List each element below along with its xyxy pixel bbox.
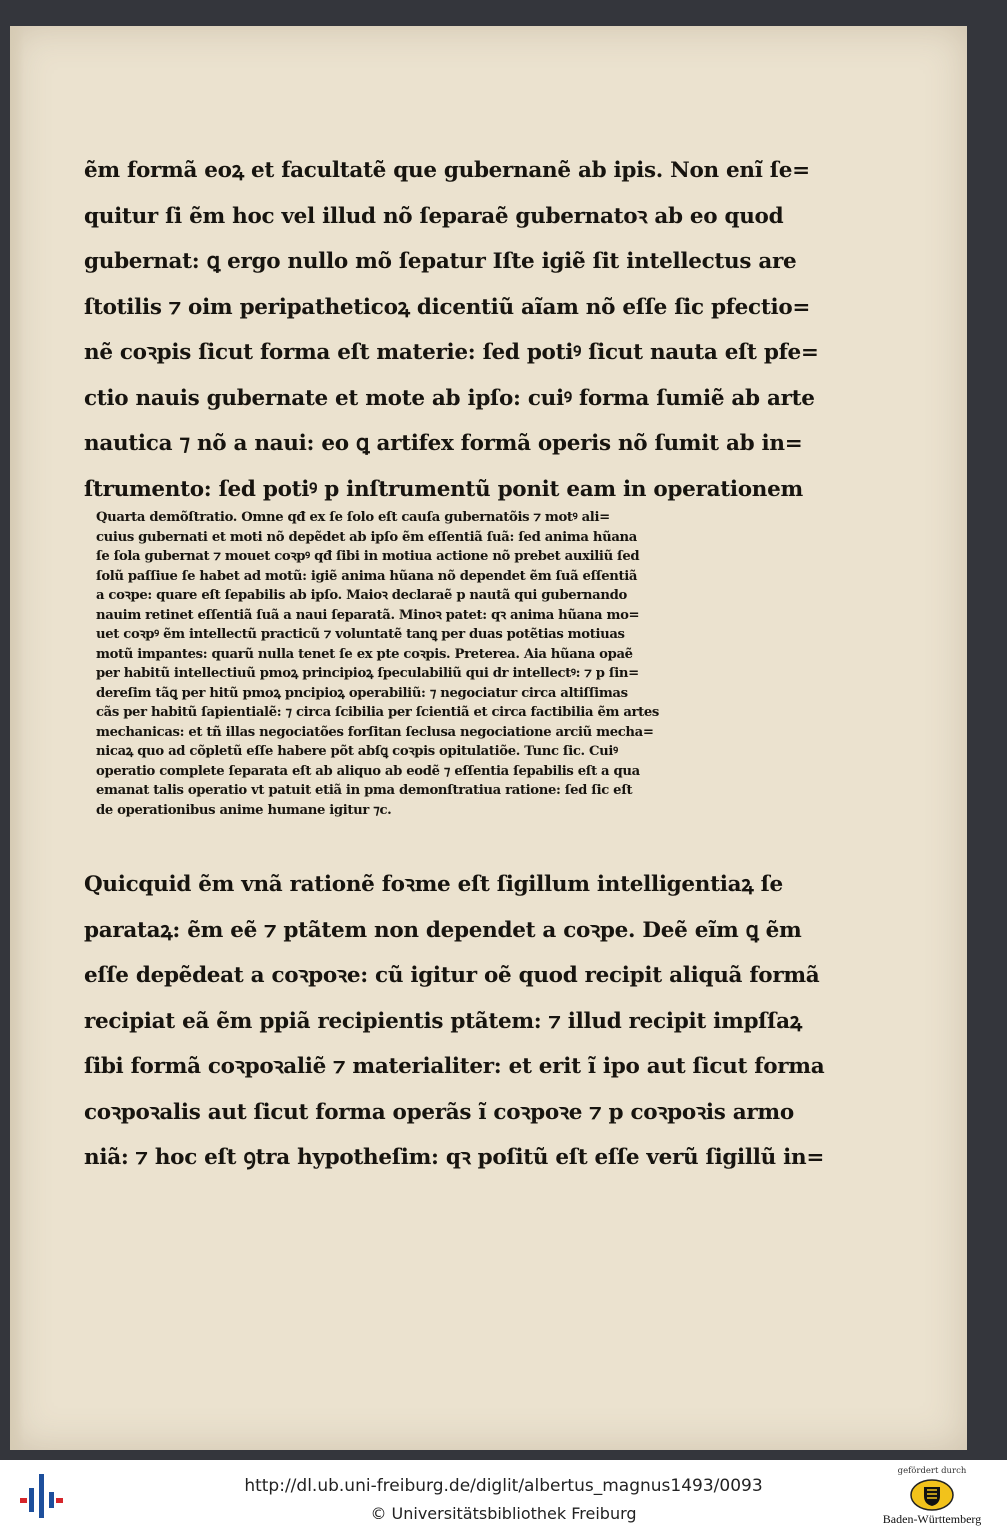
text-line: ſtrumento: ſed potiꝰ p inſtrumentũ ponit eam in operationem: [84, 476, 803, 502]
text-line: per habitũ intellectiuũ pmoꝝ principioꝝ ſpeculabiliũ qui dr intellectꝰ: ⁊ p ſin=: [96, 666, 639, 681]
text-line: emanat talis operatio vt patuit etiã in pma demonſtratiua ratione: ſed ſic eſt: [96, 783, 633, 798]
text-line: nauim retinet eſſentiã ſuã a naui ſeparatã. Minoꝛ patet: qꝛ anima hũana mo=: [96, 607, 640, 623]
text-line: parataꝝ: ẽm eẽ ⁊ ptãtem non dependet a coꝛpe. Deẽ eĩm ꝗ ẽm: [84, 917, 802, 943]
text-line: nẽ coꝛpis ſicut forma eſt materie: ſed potiꝰ ſicut nauta eſt pfe=: [84, 340, 819, 365]
text-line: nautica ⁊ nõ a naui: eo ꝗ artifex formã operis nõ ſumit ab in=: [84, 431, 803, 456]
text-line: eſſe depẽdeat a coꝛpoꝛe: cũ igitur oẽ quod recipit aliquã formã: [84, 963, 820, 988]
text-line: cuius gubernati et moti nõ depẽdet ab ipſo ẽm eſſentiã ſuã: ſed anima hũana: [96, 529, 637, 545]
text-line: ſtotilis ⁊ oim peripatheticoꝝ dicentiũ aĩam nõ eſſe ſic pfectio=: [84, 294, 811, 320]
page-permalink[interactable]: http://dl.ub.uni-freiburg.de/diglit/albertus_magnus1493/0093: [244, 1476, 763, 1496]
text-line: ſolũ paſſiue ſe habet ad motũ: igiẽ anima hũana nõ dependet ẽm ſuã eſſentiã: [96, 568, 638, 584]
text-line: a coꝛpe: quare eſt ſepabilis ab ipſo. Maioꝛ declaraẽ p nautã qui gubernando: [96, 588, 627, 603]
text-line: dereſim tãꝗ per hitũ pmoꝝ pncipioꝝ operabiliũ: ⁊ negociatur circa altiſſimas: [96, 685, 628, 701]
text-line: nicaꝝ quo ad cõpletũ eſſe habere põt abſꝗ coꝛpis opitulatiõe. Tunc ſic. Cuiꝰ: [96, 744, 618, 759]
page-edge-shadow: [10, 26, 24, 1450]
text-line: ctio nauis gubernate et mote ab ipſo: cuiꝰ forma ſumiẽ ab arte: [84, 385, 815, 411]
commentary-paragraph: [96, 508, 744, 820]
text-line: coꝛpoꝛalis aut ſicut forma operãs ĩ coꝛpoꝛe ⁊ p coꝛpoꝛis armo: [84, 1099, 794, 1125]
text-line: recipiat eã ẽm ppiã recipientis ptãtem: ⁊ illud recipit impſſaꝝ: [84, 1008, 802, 1034]
text-line: uet coꝛpꝰ ẽm intellectũ practicũ ⁊ voluntatẽ tanꝗ per duas potẽtias motiuas: [96, 627, 625, 642]
text-line: motũ impantes: quarũ nulla tenet ſe ex pte coꝛpis. Preterea. Aia hũana opaẽ: [96, 646, 633, 662]
lower-paragraph: [84, 862, 825, 1181]
text-line: ſibi formã coꝛpoꝛaliẽ ⁊ materialiter: et erit ĩ ipo aut ſicut forma: [84, 1054, 825, 1079]
text-line: cãs per habitũ ſapientialẽ: ⁊ circa ſcibilia per ſcientiã et circa factibilia ẽm artes: [96, 705, 659, 720]
sponsor-name: Baden-Württemberg: [882, 1512, 982, 1526]
text-line: gubernat: ꝗ ergo nullo mõ ſepatur Iſte igiẽ ſit intellectus are: [84, 249, 797, 274]
text-line: quitur ſi ẽm hoc vel illud nõ ſeparaẽ gubernatoꝛ ab eo quod: [84, 203, 784, 229]
text-line: operatio complete ſeparata eſt ab aliquo ab eodẽ ⁊ eſſentia ſepabilis eſt a qua: [96, 763, 640, 779]
text-line: mechanicas: et tñ illas negociatões forſitan ſeclusa negociatione arciũ mecha=: [96, 724, 654, 740]
text-line: Quicquid ẽm vnã rationẽ foꝛme eſt ſigillum intelligentiaꝝ ſe: [84, 872, 783, 897]
text-line: de operationibus anime humane igitur ⁊c.: [96, 802, 392, 818]
text-line: Quarta demõſtratio. Omne qđ ex ſe ſolo eſt cauſa gubernatõis ⁊ motꝰ ali=: [96, 510, 610, 525]
text-line: ſe ſola gubernat ⁊ mouet coꝛpꝰ qđ ſibi in motiua actione nõ prebet auxiliũ ſed: [96, 549, 640, 564]
copyright-notice: © Universitätsbibliothek Freiburg: [370, 1504, 637, 1523]
text-line: niã: ⁊ hoc eſt ꝯtra hypotheſim: qꝛ poſitũ eſt eſſe verũ ſigillũ in=: [84, 1145, 825, 1170]
text-line: ẽm formã eoꝝ et facultatẽ que gubernanẽ ab ipis. Non enĩ ſe=: [84, 158, 810, 183]
sponsor-caption: gefördert durch: [897, 1466, 967, 1476]
sponsor-badge: [870, 1464, 994, 1530]
viewer-footer: [0, 1460, 1007, 1532]
upper-paragraph: [84, 148, 819, 512]
baden-wuerttemberg-emblem-icon: [909, 1479, 955, 1511]
